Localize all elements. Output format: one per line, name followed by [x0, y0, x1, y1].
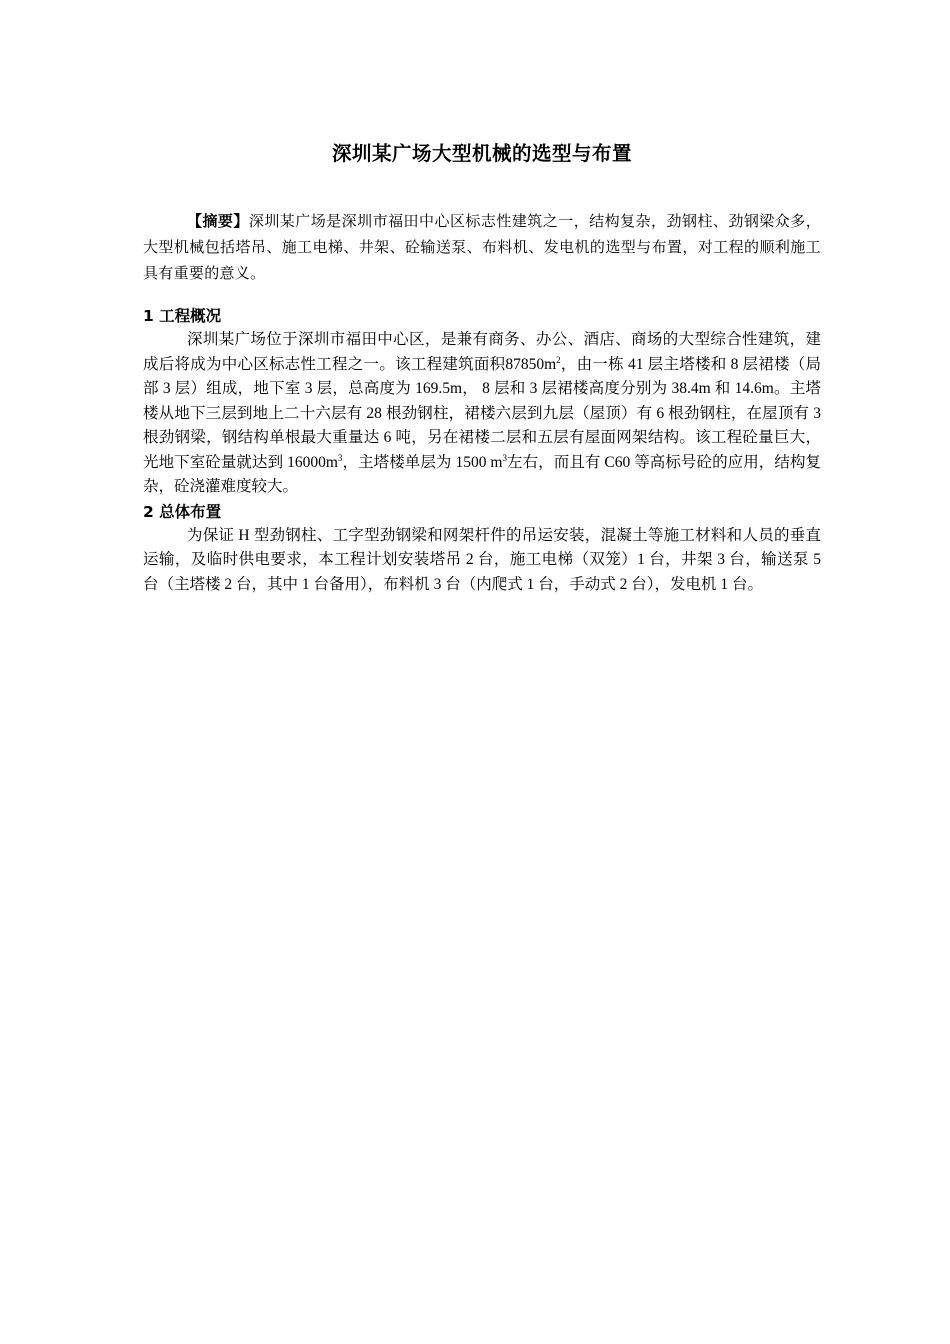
section-2-paragraph: 为保证 H 型劲钢柱、工字型劲钢梁和网架杆件的吊运安装，混凝土等施工材料和人员的垂直运输，及临时供电要求，本工程计划安装塔吊 2 台，施工电梯（双笼）1 台，井架 3 台，输送泵 5 台（主塔楼 2 台，其中 1 台备用），布料机 3 台（内爬式 1 台，手动式 2 台），发电机 1 台。 [143, 526, 821, 593]
section-1-text-c: ，主塔楼单层为 1500 m [342, 453, 503, 471]
document-title: 深圳某广场大型机械的选型与布置 [331, 142, 632, 165]
superscript-3-a: 3 [337, 452, 343, 463]
section-1-text-b: ，由一栋 41 层主塔楼和 8 层裙楼（局部 3 层）组成，地下室 3 层，总高度为 169.5m， 8 层和 3 层裙楼高度分别为 38.4m 和 14.6m。主塔楼从地下三层到地上二十六层有 28 根劲钢柱，裙楼六层到九层（屋顶）有 6 根劲钢柱，在屋顶有 3 根劲钢梁，钢结构单根最大重量达 6 吨，另在裙楼二层和五层有屋面网架结构。该工程砼量巨大，光地下室砼量就达到 16000m [143, 355, 821, 471]
superscript-3-b: 3 [502, 452, 507, 463]
abstract-label: 【摘要】 [187, 212, 249, 230]
abstract-text: 深圳某广场是深圳市福田中心区标志性建筑之一，结构复杂，劲钢柱、劲钢梁众多，大型机械包括塔吊、施工电梯、井架、砼输送泵、布料机、发电机的选型与布置，对工程的顺利施工具有重要的意义。 [143, 212, 821, 282]
section-1-heading: 1 工程概况 [143, 307, 222, 325]
abstract-paragraph [143, 208, 821, 286]
section-1-text-a: 深圳某广场位于深圳市福田中心区，是兼有商务、办公、酒店、商场的大型综合性建筑，建成后将成为中心区标志性工程之一。该工程建筑面积87850m [143, 331, 821, 373]
superscript-2: 2 [556, 354, 561, 365]
section-2-heading: 2 总体布置 [143, 502, 222, 521]
section-1-paragraph [143, 328, 821, 500]
document-body [143, 138, 821, 597]
section-1-text-d: 左右，而且有 C60 等高标号砼的应用，结构复杂，砼浇灌难度较大。 [143, 453, 822, 495]
